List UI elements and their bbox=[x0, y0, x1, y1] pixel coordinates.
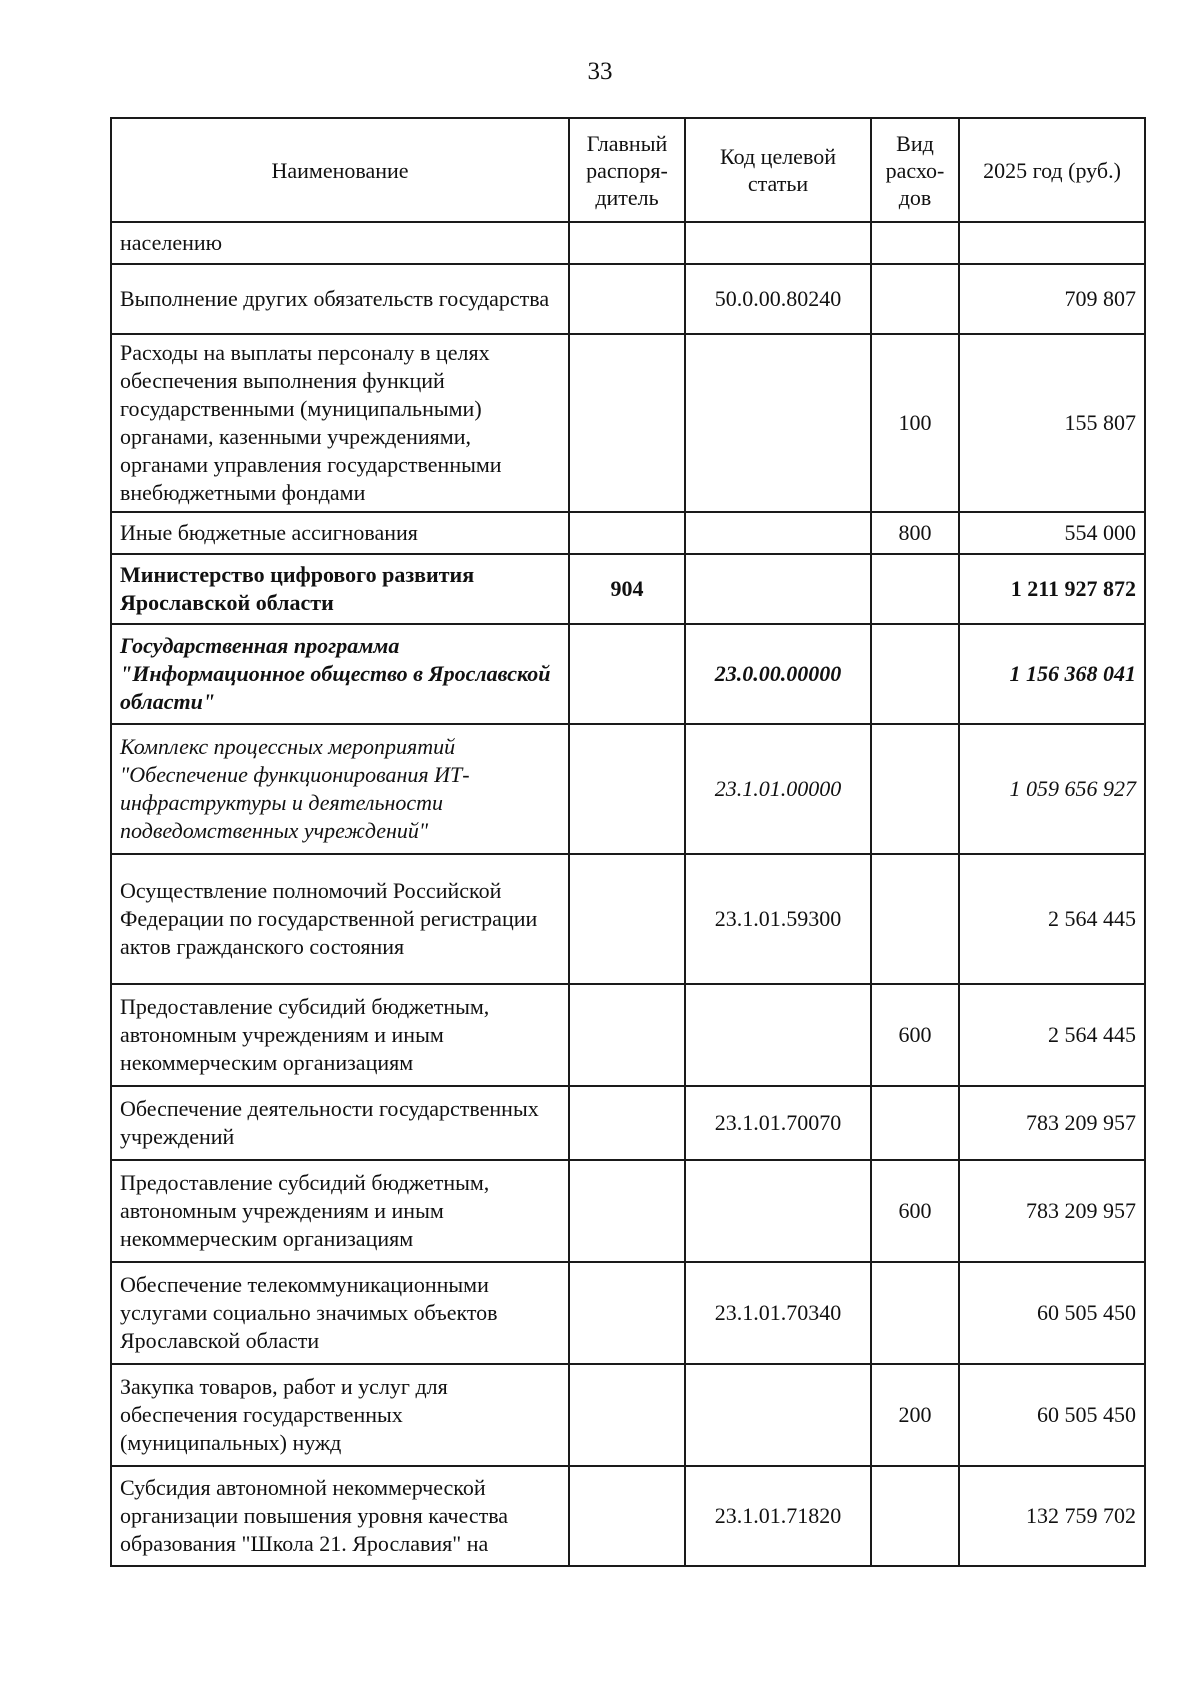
row-name: Государственная программа "Информационное общество в Ярославской области" bbox=[111, 624, 569, 724]
row-amount: 155 807 bbox=[959, 334, 1145, 512]
table-row bbox=[111, 1160, 1145, 1262]
row-expense-type: 600 bbox=[871, 1160, 959, 1262]
row-amount: 132 759 702 bbox=[959, 1466, 1145, 1566]
row-target-code: 23.0.00.00000 bbox=[685, 624, 871, 724]
row-main-manager bbox=[569, 1160, 685, 1262]
row-main-manager bbox=[569, 222, 685, 264]
row-expense-type bbox=[871, 854, 959, 984]
header-name: Наименование bbox=[111, 118, 569, 222]
row-expense-type bbox=[871, 724, 959, 854]
row-name: Обеспечение деятельности государственных учреждений bbox=[111, 1086, 569, 1160]
row-target-code bbox=[685, 222, 871, 264]
row-expense-type bbox=[871, 222, 959, 264]
row-name: Комплекс процессных мероприятий "Обеспечение функционирования ИТ-инфраструктуры и деятельности подведомственных учреждений" bbox=[111, 724, 569, 854]
row-name: Обеспечение телекоммуникационными услугами социально значимых объектов Ярославской области bbox=[111, 1262, 569, 1364]
row-target-code: 23.1.01.71820 bbox=[685, 1466, 871, 1566]
row-amount bbox=[959, 222, 1145, 264]
row-target-code bbox=[685, 1364, 871, 1466]
row-name: Расходы на выплаты персоналу в целях обеспечения выполнения функций государственными (муниципальными) органами, казенными учреждениями, органами управления государственными внебюджетными фондами bbox=[111, 334, 569, 512]
row-expense-type bbox=[871, 554, 959, 624]
header-expense-type: Вид расхо-дов bbox=[871, 118, 959, 222]
row-target-code: 23.1.01.00000 bbox=[685, 724, 871, 854]
table-row bbox=[111, 554, 1145, 624]
row-main-manager bbox=[569, 1364, 685, 1466]
row-target-code bbox=[685, 984, 871, 1086]
row-main-manager bbox=[569, 1262, 685, 1364]
row-name: Субсидия автономной некоммерческой организации повышения уровня качества образования "Школа 21. Ярославия" на bbox=[111, 1466, 569, 1566]
table-header-row bbox=[111, 118, 1145, 222]
row-name: Иные бюджетные ассигнования bbox=[111, 512, 569, 554]
row-main-manager bbox=[569, 854, 685, 984]
row-expense-type bbox=[871, 624, 959, 724]
table-row bbox=[111, 854, 1145, 984]
row-main-manager bbox=[569, 512, 685, 554]
table-row bbox=[111, 984, 1145, 1086]
row-main-manager bbox=[569, 1466, 685, 1566]
row-amount: 1 059 656 927 bbox=[959, 724, 1145, 854]
row-name: населению bbox=[111, 222, 569, 264]
table-row bbox=[111, 222, 1145, 264]
table-row bbox=[111, 624, 1145, 724]
row-amount: 783 209 957 bbox=[959, 1160, 1145, 1262]
row-main-manager bbox=[569, 624, 685, 724]
page-number: 33 bbox=[587, 58, 613, 85]
row-target-code bbox=[685, 1160, 871, 1262]
table-row bbox=[111, 334, 1145, 512]
table-row bbox=[111, 1466, 1145, 1566]
budget-table bbox=[110, 117, 1146, 1567]
row-main-manager bbox=[569, 1086, 685, 1160]
row-amount: 1 211 927 872 bbox=[959, 554, 1145, 624]
row-name: Министерство цифрового развития Ярославской области bbox=[111, 554, 569, 624]
row-expense-type: 800 bbox=[871, 512, 959, 554]
table-row bbox=[111, 1086, 1145, 1160]
row-target-code bbox=[685, 554, 871, 624]
row-main-manager bbox=[569, 264, 685, 334]
table-row bbox=[111, 724, 1145, 854]
table-row bbox=[111, 264, 1145, 334]
row-target-code: 23.1.01.70070 bbox=[685, 1086, 871, 1160]
row-amount: 709 807 bbox=[959, 264, 1145, 334]
row-target-code: 23.1.01.70340 bbox=[685, 1262, 871, 1364]
row-target-code: 50.0.00.80240 bbox=[685, 264, 871, 334]
header-main-manager: Главный распоря-дитель bbox=[569, 118, 685, 222]
row-amount: 2 564 445 bbox=[959, 984, 1145, 1086]
header-target-code: Код целевой статьи bbox=[685, 118, 871, 222]
table-row bbox=[111, 1262, 1145, 1364]
header-amount-2025: 2025 год (руб.) bbox=[959, 118, 1145, 222]
row-target-code bbox=[685, 334, 871, 512]
row-expense-type bbox=[871, 1466, 959, 1566]
row-expense-type: 200 bbox=[871, 1364, 959, 1466]
row-amount: 783 209 957 bbox=[959, 1086, 1145, 1160]
row-amount: 60 505 450 bbox=[959, 1262, 1145, 1364]
row-expense-type bbox=[871, 264, 959, 334]
row-main-manager bbox=[569, 724, 685, 854]
row-expense-type bbox=[871, 1262, 959, 1364]
row-name: Выполнение других обязательств государства bbox=[111, 264, 569, 334]
row-main-manager: 904 bbox=[569, 554, 685, 624]
row-target-code: 23.1.01.59300 bbox=[685, 854, 871, 984]
row-expense-type: 100 bbox=[871, 334, 959, 512]
row-main-manager bbox=[569, 334, 685, 512]
table-row bbox=[111, 512, 1145, 554]
row-expense-type: 600 bbox=[871, 984, 959, 1086]
table-row bbox=[111, 1364, 1145, 1466]
row-amount: 1 156 368 041 bbox=[959, 624, 1145, 724]
row-name: Осуществление полномочий Российской Федерации по государственной регистрации актов гражданского состояния bbox=[111, 854, 569, 984]
row-expense-type bbox=[871, 1086, 959, 1160]
row-amount: 2 564 445 bbox=[959, 854, 1145, 984]
row-name: Предоставление субсидий бюджетным, автономным учреждениям и иным некоммерческим организациям bbox=[111, 984, 569, 1086]
row-amount: 60 505 450 bbox=[959, 1364, 1145, 1466]
row-name: Предоставление субсидий бюджетным, автономным учреждениям и иным некоммерческим организациям bbox=[111, 1160, 569, 1262]
row-amount: 554 000 bbox=[959, 512, 1145, 554]
row-target-code bbox=[685, 512, 871, 554]
row-name: Закупка товаров, работ и услуг для обеспечения государственных (муниципальных) нужд bbox=[111, 1364, 569, 1466]
row-main-manager bbox=[569, 984, 685, 1086]
